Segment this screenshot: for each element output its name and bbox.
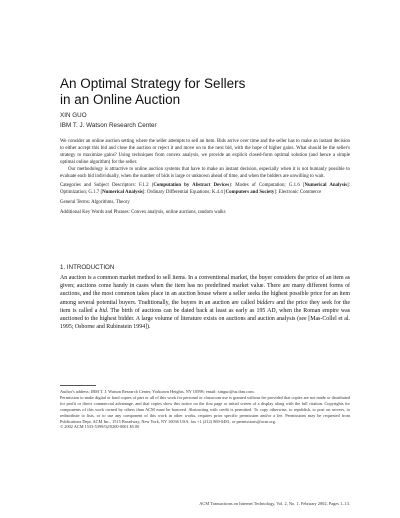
intro-text-1: An auction is a common market method to sell items. In a conventional market, the buyer considers the price of an item as given; auctions come handy in cases when the item has no predefined market value. There are many different forms of auctions, and the most common takes place in an auction house where a seller seeks the highest possible price for an item among several potential buyers. Traditionally, the buyers in an auction are called [60,275,350,306]
categories-mid-3: ]: Ordinary Differential Equations; K.4.4 [ [142,190,226,196]
categories-mid-1: ): Modes of Computation; G.1.6 [ [229,183,305,189]
categories-bold-2: Numerical Analysis [304,183,347,189]
categories-bold-1: Computation by Abstract Devices [153,183,230,189]
abstract-paragraph-2: Our methodology is attractive to online auction systems that have to make an instant decision, especially when it is not humanly possible to evaluate each bid individually, when the number of bids is large or unknown ahead of time, and when the bidders are unwilling to wait. [60,166,350,179]
section-heading: 1. INTRODUCTION [60,264,115,271]
keywords: Additional Key Words and Phrases: Convex analysis, online auctions, random walks [60,210,226,216]
intro-term-bidders: bidders [256,299,275,306]
categories-bold-3: Numerical Analysis [102,190,143,196]
categories-mid-2: ]: Optimization; G.1.7 [ [60,183,350,196]
copyright-line: © 2002 ACM 1533-5399/02/0200-0001 $5.00 [60,424,140,430]
footnote-block [60,389,350,430]
permission-notice: Permission to make digital or hard copies of part or all of this work for personal or classroom use is granted without fee provided that copies are not made or distributed for profit or direct commercial advantage, and that copies show this notice on the first page or initial screen of a display along with the full citation. Copyrights for components of this work owned by others than ACM must be honored. Abstracting with credit is permitted. To copy otherwise, to republish, to post on servers, to redistribute to lists, or to use any component of this work in other works, requires prior specific permission and/or a fee. Permissions may be requested from Publications Dept, ACM Inc., 1515 Broadway, New York, NY 10036 USA, fax +1 (212) 869-0481, or permissions@acm.org. [60,394,350,424]
author-block [60,111,360,131]
categories-prefix: Categories and Subject Descriptors: F.1.2 ( [60,183,154,189]
intro-text-2: and the price they seek for the item is called a [60,299,350,314]
journal-running-footer: ACM Transactions on Internet Technology, Vol. 2, No. 1, February 2002, Pages 1–13. [199,501,350,506]
introduction-body [60,274,350,331]
intro-term-bid: bid [99,307,107,314]
categories-suffix: ]: Electronic Commerce [274,190,322,196]
title-line-1: An Optimal Strategy for Sellers [60,76,246,91]
title-line-2: in an Online Auction [60,92,181,107]
author-address: Author's address: IBM T. J. Watson Research Center, Yorktown Heights, NY 10598; email: xinguo@us.ibm.com. [60,389,255,394]
categories-bold-4: Computers and Society [225,190,275,196]
author-name: XIN GUO [60,112,87,119]
introduction-paragraph [60,274,350,331]
abstract [60,139,350,217]
footnote-divider [60,385,96,386]
abstract-paragraph-1: We consider an online auction setting where the seller attempts to sell an item. Bids arrive over time and the seller has to make an instant decision to either accept this bid and close the auction or reject it and move on to the next bid, with the hope of higher gains. What should be the seller's strategy to maximize gains? Using techniques from convex analysis, we provide an explicit closed-form optimal solution (and hence a simple optimal online algorithm) for the seller. [60,139,350,165]
paper-title [60,76,360,108]
categories-line [60,183,350,197]
general-terms: General Terms: Algorithms, Theory [60,200,130,206]
intro-text-3: . The birth of auctions can be dated back at least as early as 195 AD, when the Roman empire was auctioned to the highest bidder. A large volume of literature exists on auctions and auction analysis (see [Mas-Collel et al. 1995; Osborne and Rubinstein 1994]). [60,307,350,331]
author-affiliation: IBM T. J. Watson Research Center [60,122,157,129]
